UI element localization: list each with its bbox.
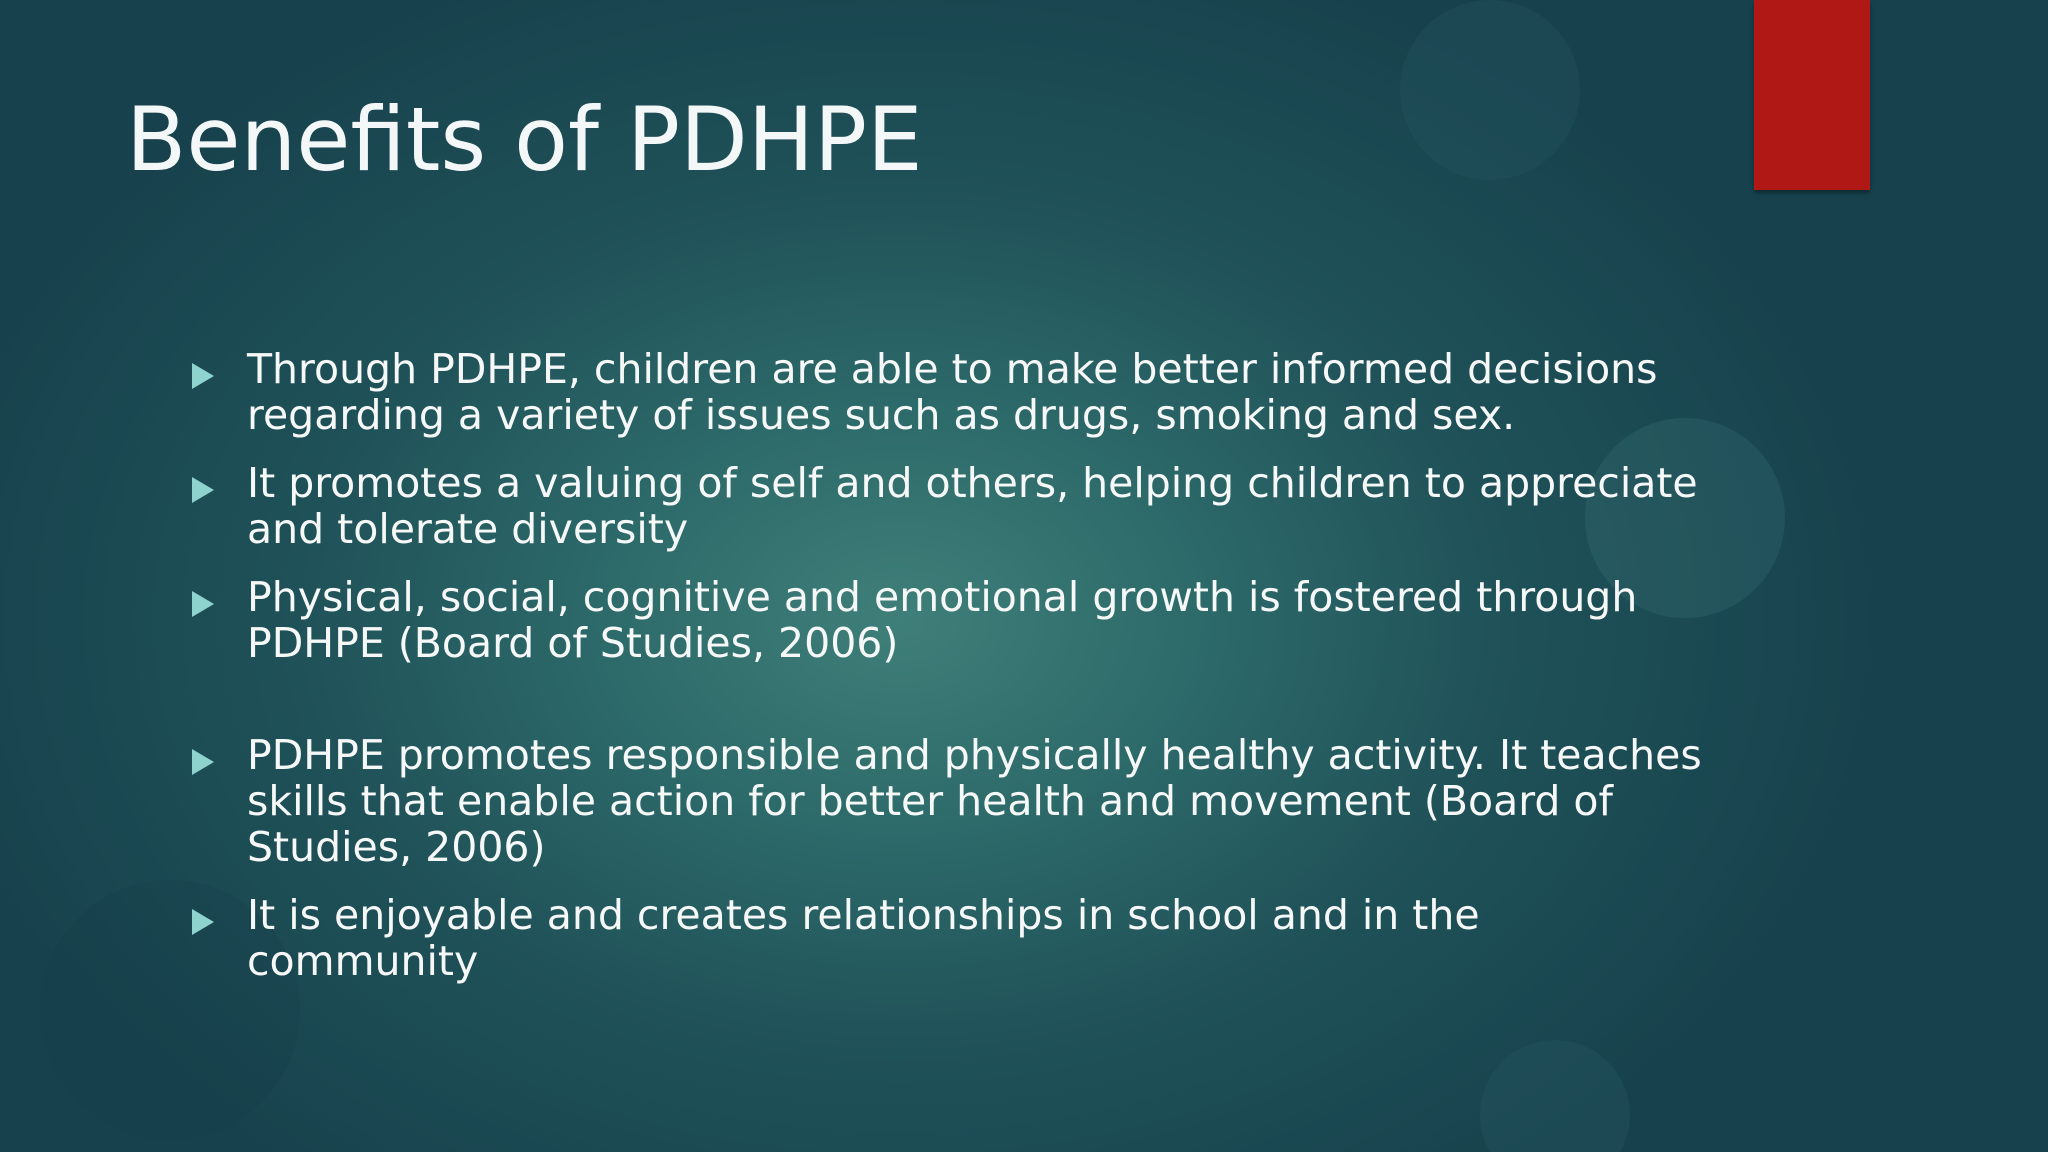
triangle-right-icon — [192, 909, 214, 935]
bullet-text: Physical, social, cognitive and emotional growth is fostered through PDHPE (Board of Studies, 2006) — [247, 573, 1638, 667]
bullet-text: It promotes a valuing of self and others, helping children to appreciate and tolerate diversity — [247, 459, 1698, 553]
red-accent-bar — [1754, 0, 1870, 190]
bullet-item — [190, 346, 1710, 438]
triangle-right-icon — [192, 749, 214, 775]
bullet-item — [190, 460, 1710, 552]
triangle-right-icon — [192, 591, 214, 617]
bullet-list — [190, 346, 1710, 1006]
background-bokeh-circle — [1400, 0, 1580, 180]
background-bokeh-circle — [1480, 1040, 1630, 1152]
bullet-text: PDHPE promotes responsible and physically healthy activity. It teaches skills that enable action for better health and movement (Board of Studies, 2006) — [247, 731, 1702, 871]
bullet-text: Through PDHPE, children are able to make better informed decisions regarding a variety of issues such as drugs, smoking and sex. — [247, 345, 1658, 439]
bullet-item — [190, 732, 1710, 870]
bullet-item — [190, 892, 1710, 984]
bullet-item — [190, 574, 1710, 666]
triangle-right-icon — [192, 363, 214, 389]
slide-title: Benefits of PDHPE — [126, 88, 923, 191]
triangle-right-icon — [192, 477, 214, 503]
bullet-text: It is enjoyable and creates relationships in school and in the community — [247, 891, 1480, 985]
